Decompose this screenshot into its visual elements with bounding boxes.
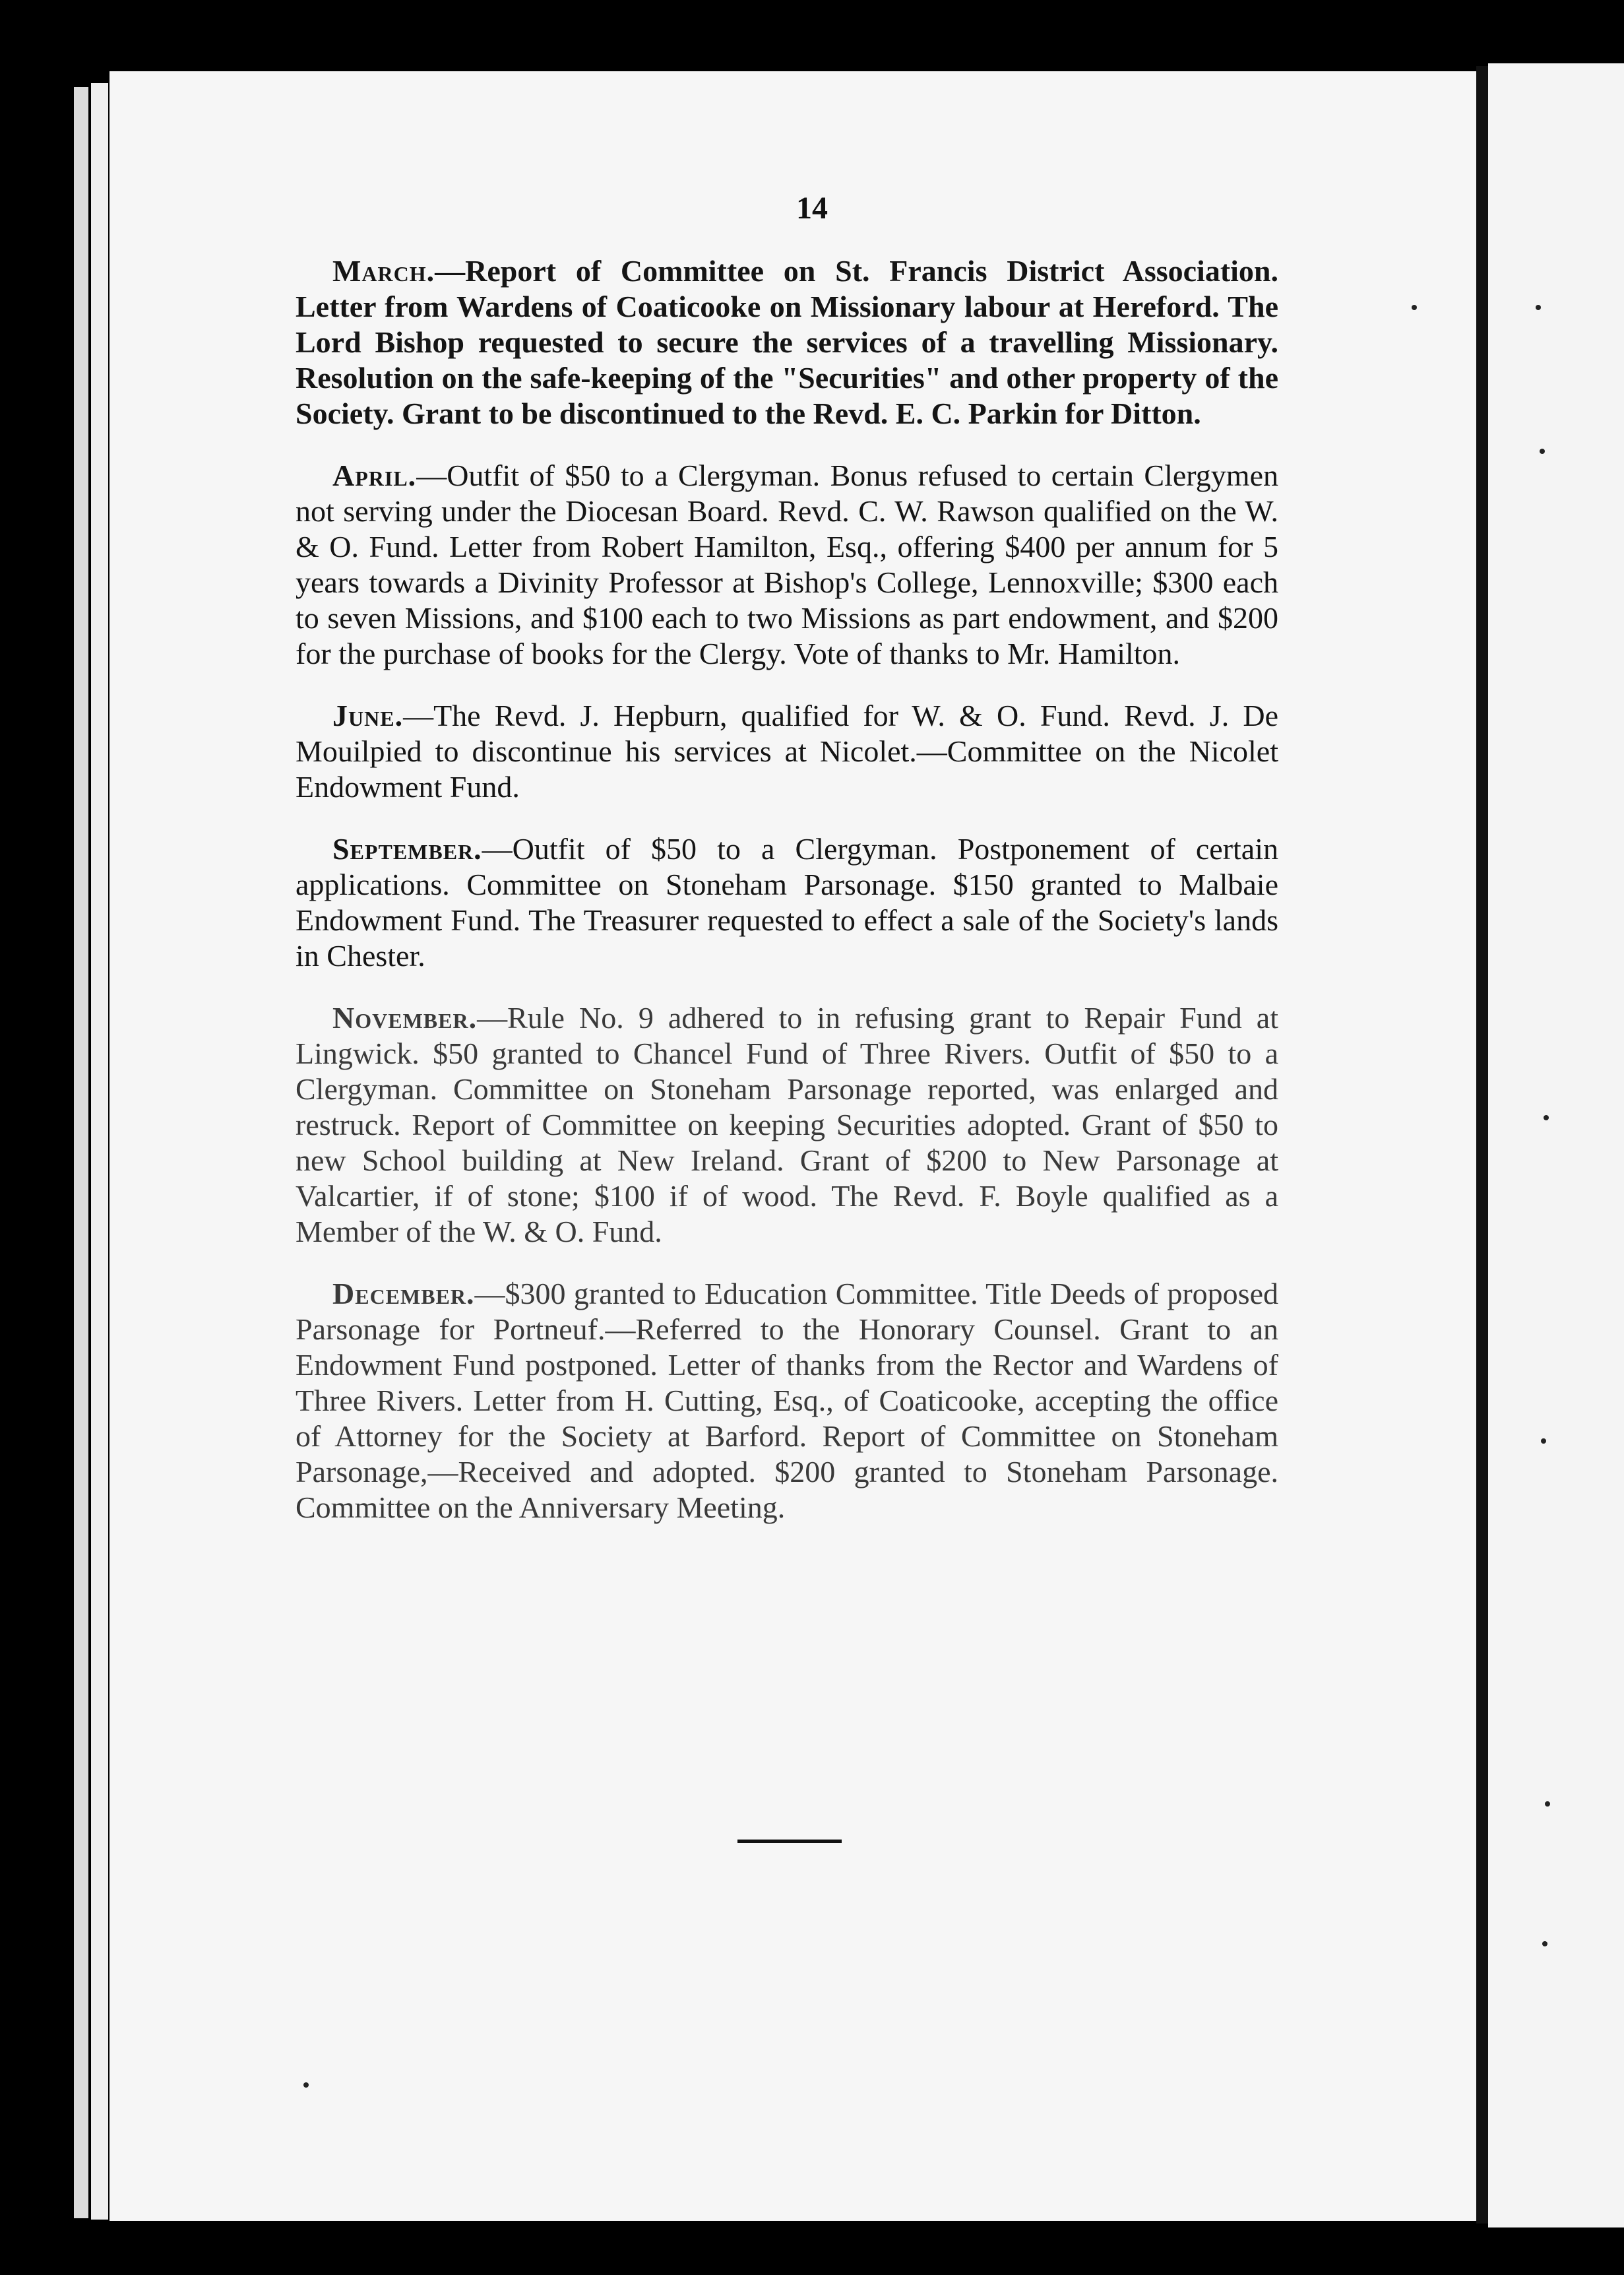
entry-text: —Report of Committee on St. Francis District Association. Letter from Wardens of Coaticooke on Missionary labour at Hereford. The Lord Bishop requested to secure the services of a travelling Missionary. Resolution on the safe-keeping of the "Securities" and other property of the Society. Grant to be discontinued to the Revd. E. C. Parkin for Ditton.: [296, 254, 1278, 430]
scan-speck: [1536, 305, 1541, 310]
minutes-text: [296, 253, 1278, 1552]
entry-april: [296, 458, 1278, 672]
section-rule: [737, 1840, 842, 1843]
page-gutter: [1476, 66, 1488, 2224]
page-edge-middle: [91, 83, 108, 2220]
entry-text: —$300 granted to Education Committee. Title Deeds of proposed Parsonage for Portneuf.—Referred to the Honorary Counsel. Grant to an Endowment Fund postponed. Letter of thanks from the Rector and Wardens of Three Rivers. Letter from H. Cutting, Esq., of Coaticooke, accepting the office of Attorney for the Society at Barford. Report of Committee on Stoneham Parsonage,—Received and adopted. $200 granted to Stoneham Parsonage. Committee on the Anniversary Meeting.: [296, 1277, 1278, 1524]
scan-speck: [1545, 1801, 1550, 1807]
month-label: September.: [332, 832, 482, 866]
page-number: 14: [796, 191, 828, 226]
month-label: March.: [332, 254, 435, 288]
entry-text: —Outfit of $50 to a Clergyman. Postponement of certain applications. Committee on Stoneham Parsonage. $150 granted to Malbaie Endowment Fund. The Treasurer requested to effect a sale of the Society's lands in Chester.: [296, 832, 1278, 973]
entry-march: [296, 253, 1278, 432]
scan-speck: [1541, 1438, 1546, 1444]
entry-text: —Outfit of $50 to a Clergyman. Bonus refused to certain Clergymen not serving under the Diocesan Board. Revd. C. W. Rawson qualified on the W. & O. Fund. Letter from Robert Hamilton, Esq., offering $400 per annum for 5 years towards a Divinity Professor at Bishop's College, Lennoxville; $300 each to seven Missions, and $100 each to two Missions as part endowment, and $200 for the purchase of books for the Clergy. Vote of thanks to Mr. Hamilton.: [296, 459, 1278, 670]
entry-november: [296, 1000, 1278, 1250]
scan-speck: [1542, 1941, 1547, 1946]
entry-september: [296, 831, 1278, 974]
facing-page: [1488, 63, 1624, 2227]
month-label: December.: [332, 1277, 475, 1310]
entry-december: [296, 1276, 1278, 1525]
scan-speck: [1544, 1115, 1549, 1120]
scan-speck: [1540, 449, 1545, 454]
entry-text: —Rule No. 9 adhered to in refusing grant to Repair Fund at Lingwick. $50 granted to Chancel Fund of Three Rivers. Outfit of $50 to a Clergyman. Committee on Stoneham Parsonage reported, was enlarged and restruck. Report of Committee on keeping Securities adopted. Grant of $50 to new School building at New Ireland. Grant of $200 to New Parsonage at Valcartier, if of stone; $100 if of wood. The Revd. F. Boyle qualified as a Member of the W. & O. Fund.: [296, 1001, 1278, 1248]
month-label: November.: [332, 1001, 478, 1035]
scan-speck: [1412, 305, 1417, 310]
page-edge-back: [74, 87, 88, 2218]
month-label: June.: [332, 699, 404, 732]
entry-text: —The Revd. J. Hepburn, qualified for W. & O. Fund. Revd. J. De Mouilpied to discontinue his services at Nicolet.—Committee on the Nicolet Endowment Fund.: [296, 699, 1278, 804]
month-label: April.: [332, 459, 417, 492]
scan-speck: [303, 2082, 309, 2088]
entry-june: [296, 698, 1278, 805]
